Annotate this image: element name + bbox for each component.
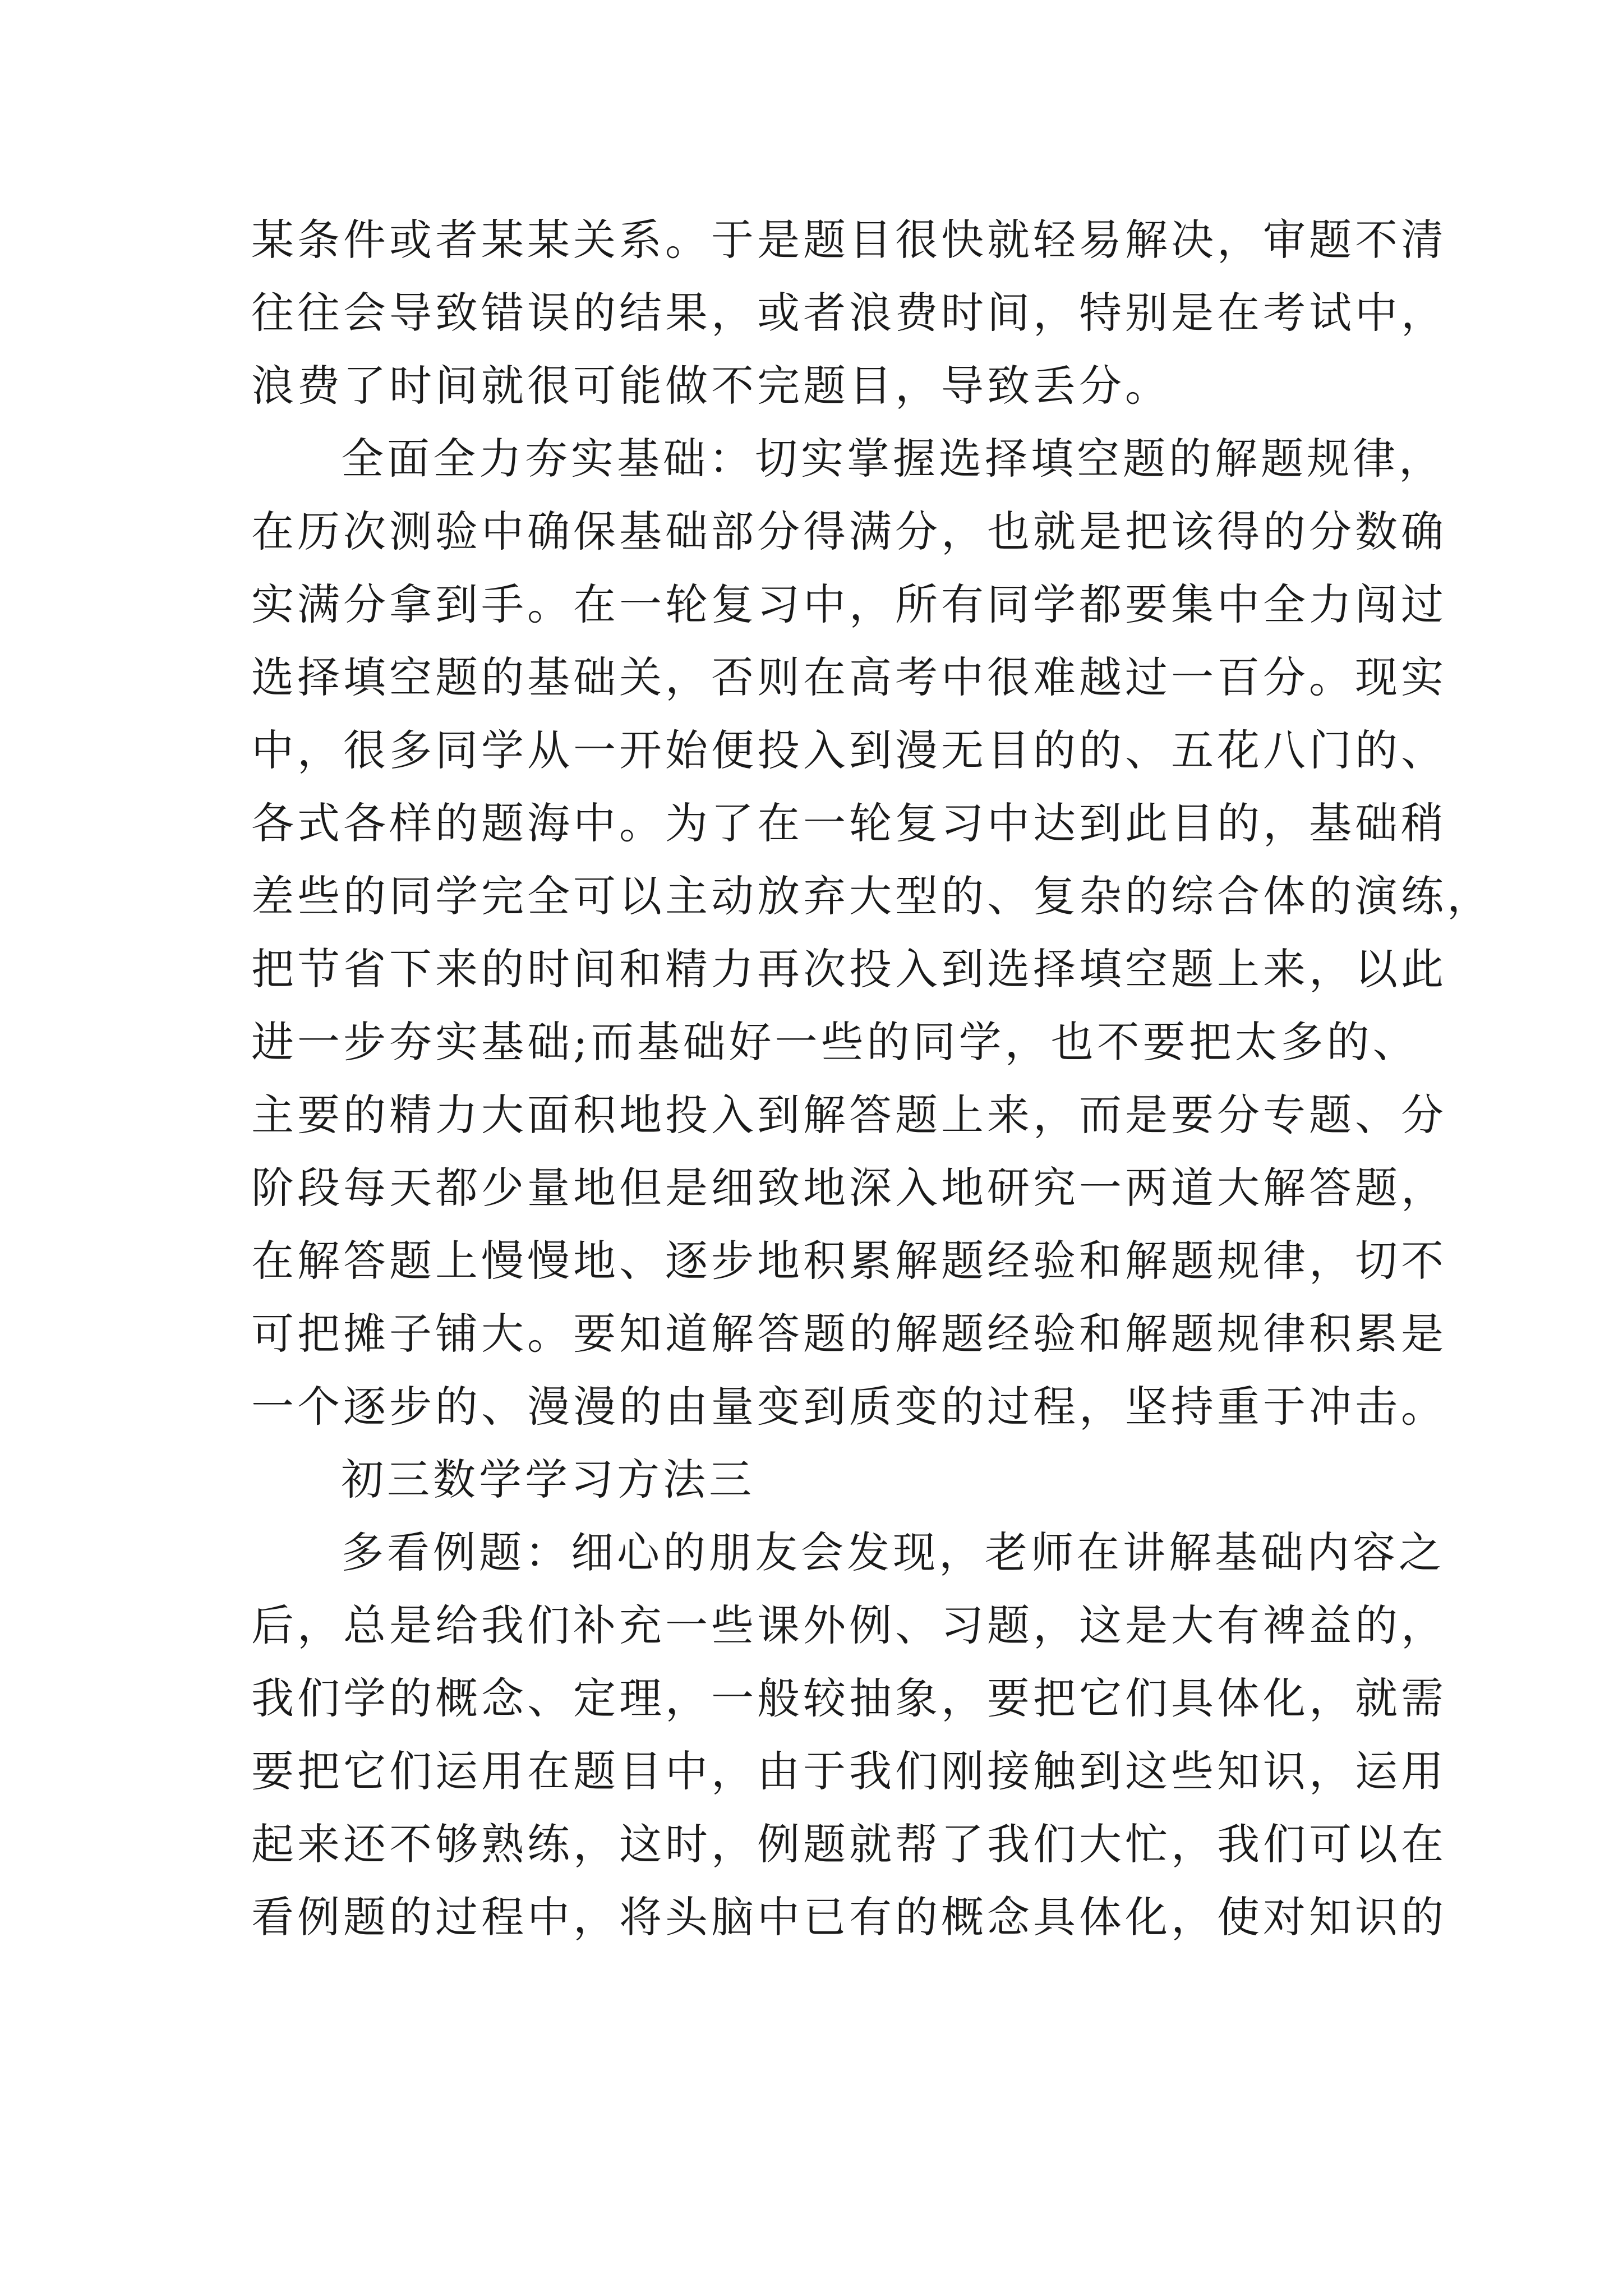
text-line: 看例题的过程中，将头脑中已有的概念具体化，使对知识的 bbox=[251, 1892, 1447, 1942]
text-line: 差些的同学完全可以主动放弃大型的、复杂的综合体的演练， bbox=[251, 871, 1493, 921]
text-line: 阶段每天都少量地但是细致地深入地研究一两道大解答题， bbox=[251, 1163, 1447, 1213]
text-line: 各式各样的题海中。为了在一轮复习中达到此目的，基础稍 bbox=[251, 798, 1447, 848]
text-line: 我们学的概念、定理，一般较抽象，要把它们具体化，就需 bbox=[251, 1673, 1447, 1723]
text-line: 把节省下来的时间和精力再次投入到选择填空题上来，以此 bbox=[251, 944, 1447, 994]
text-line: 可把摊子铺大。要知道解答题的解题经验和解题规律积累是 bbox=[251, 1309, 1447, 1359]
section-heading: 初三数学学习方法三 bbox=[341, 1455, 755, 1504]
text-line: 起来还不够熟练，这时，例题就帮了我们大忙，我们可以在 bbox=[251, 1819, 1447, 1869]
paragraph-3 bbox=[251, 1526, 1447, 1944]
text-line: 在解答题上慢慢地、逐步地积累解题经验和解题规律，切不 bbox=[251, 1236, 1447, 1286]
text-line: 在历次测验中确保基础部分得满分，也就是把该得的分数确 bbox=[251, 507, 1447, 556]
text-line: 主要的精力大面积地投入到解答题上来，而是要分专题、分 bbox=[251, 1090, 1447, 1140]
text-line: 一个逐步的、漫漫的由量变到质变的过程，坚持重于冲击。 bbox=[251, 1382, 1447, 1432]
text-line: 往往会导致错误的结果，或者浪费时间，特别是在考试中， bbox=[251, 288, 1447, 338]
text-line: 多看例题：细心的朋友会发现，老师在讲解基础内容之 bbox=[341, 1527, 1445, 1577]
paragraph-1 bbox=[251, 213, 1447, 413]
text-line: 中，很多同学从一开始便投入到漫无目的的、五花八门的、 bbox=[251, 725, 1447, 775]
text-line: 全面全力夯实基础：切实掌握选择填空题的解题规律， bbox=[341, 434, 1445, 484]
text-line: 实满分拿到手。在一轮复习中，所有同学都要集中全力闯过 bbox=[251, 579, 1447, 629]
text-line: 浪费了时间就很可能做不完题目，导致丢分。 bbox=[251, 361, 1171, 411]
text-line: 某条件或者某某关系。于是题目很快就轻易解决，审题不清 bbox=[251, 215, 1447, 265]
text-line: 后，总是给我们补充一些课外例、习题，这是大有裨益的， bbox=[251, 1600, 1447, 1650]
text-line: 进一步夯实基础;而基础好一些的同学，也不要把太多的、 bbox=[251, 1017, 1419, 1067]
text-line: 选择填空题的基础关，否则在高考中很难越过一百分。现实 bbox=[251, 652, 1447, 702]
paragraph-2 bbox=[251, 432, 1493, 1434]
text-line: 要把它们运用在题目中，由于我们刚接触到这些知识，运用 bbox=[251, 1746, 1447, 1796]
document-page bbox=[251, 213, 1493, 1963]
